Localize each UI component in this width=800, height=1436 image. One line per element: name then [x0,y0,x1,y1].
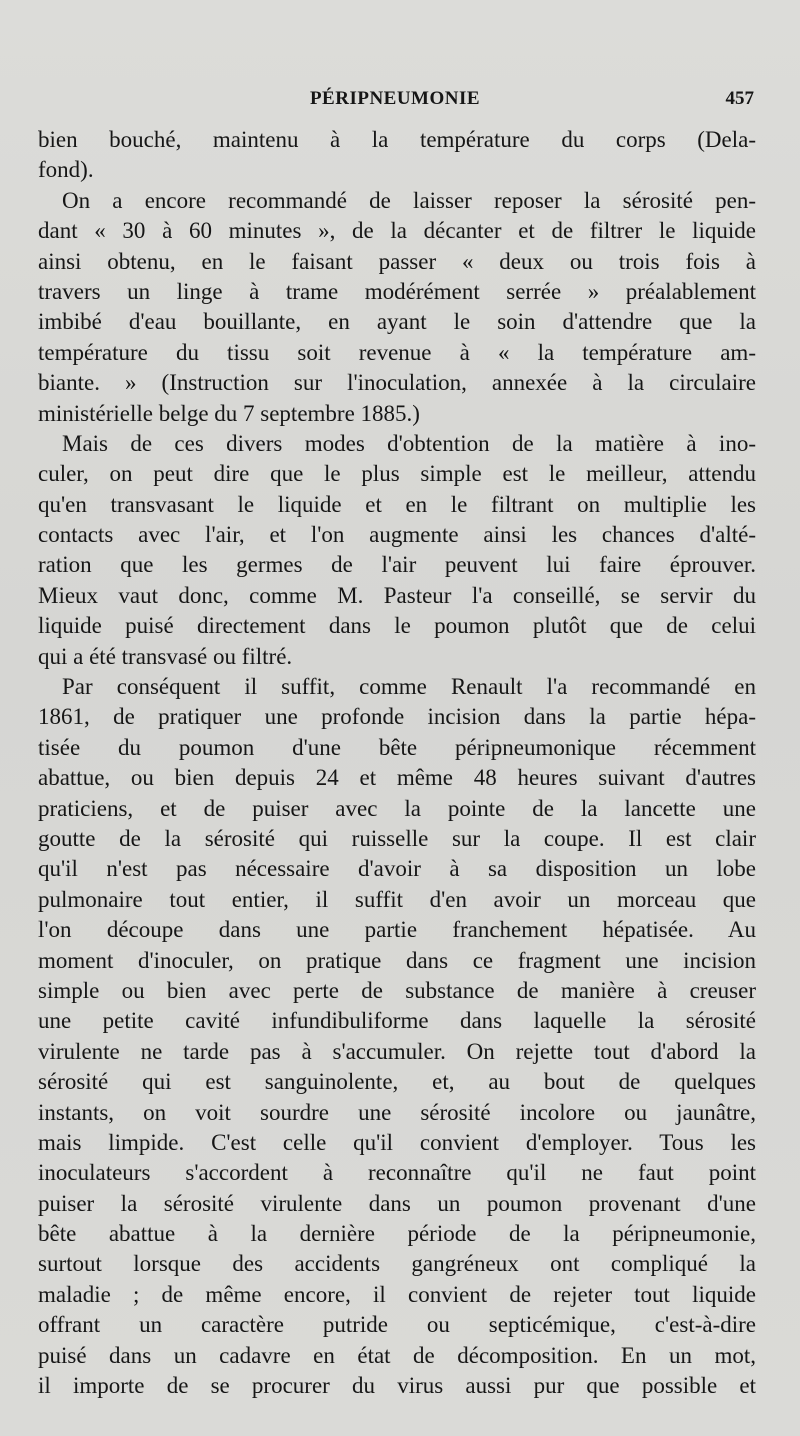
text-line: surtout lorsque des accidents gangréneux ont compliqué la [38,1251,756,1277]
page-number: 457 [725,88,754,109]
text-line: bien bouché, maintenu à la température du corps (Dela- [38,127,756,152]
text-line: liquide puisé directement dans le poumon plutôt que de celui [38,613,756,639]
body-text [38,125,756,1401]
text-line: culer, on peut dire que le plus simple est le meilleur, attendu [38,461,756,487]
text-line: mais limpide. C'est celle qu'il convient d'employer. Tous les [38,1129,756,1155]
text-line: Mieux vaut donc, comme M. Pasteur l'a conseillé, se servir du [38,582,756,608]
text-line: sérosité qui est sanguinolente, et, au bout de quelques [38,1069,756,1095]
text-line: puisé dans un cadavre en état de décomposition. En un mot, [38,1342,756,1368]
page-header [36,88,754,118]
text-line: instants, on voit sourdre une sérosité incolore ou jaunâtre, [38,1099,756,1125]
text-line: l'on découpe dans une partie franchement hépatisée. Au [38,917,756,943]
text-line: Mais de ces divers modes d'obtention de la matière à ino- [62,430,756,456]
text-line: température du tissu soit revenue à « la température am- [38,339,756,365]
text-line: simple ou bien avec perte de substance de manière à creuser [38,977,756,1003]
text-line: une petite cavité infundibuliforme dans laquelle la sérosité [38,1008,756,1034]
text-line: qu'il n'est pas nécessaire d'avoir à sa disposition un lobe [38,856,756,882]
text-line: biante. » (Instruction sur l'inoculation, annexée à la circulaire [38,370,756,396]
text-line: maladie ; de même encore, il convient de rejeter tout liquide [38,1281,756,1307]
text-line: contacts avec l'air, et l'on augmente ainsi les chances d'alté- [38,522,756,548]
text-line: On a encore recommandé de laisser reposer la sérosité pen- [62,187,756,213]
text-line: virulente ne tarde pas à s'accumuler. On rejette tout d'abord la [38,1038,756,1064]
text-line: abattue, ou bien depuis 24 et même 48 heures suivant d'autres [38,765,756,791]
text-line: qu'en transvasant le liquide et en le filtrant on multiplie les [38,491,756,517]
text-line: goutte de la sérosité qui ruisselle sur la coupe. Il est clair [38,825,756,851]
text-line: tisée du poumon d'une bête péripneumonique récemment [38,734,756,760]
text-line: ration que les germes de l'air peuvent lui faire éprouver. [38,552,756,578]
text-line: qui a été transvasé ou filtré. [38,643,293,669]
text-line: dant « 30 à 60 minutes », de la décanter et de filtrer le liquide [38,218,756,244]
text-line: fond). [38,157,94,183]
text-line: ministérielle belge du 7 septembre 1885.) [38,400,420,426]
text-line: puiser la sérosité virulente dans un poumon provenant d'une [38,1190,756,1216]
text-line: moment d'inoculer, on pratique dans ce fragment une incision [38,947,756,973]
text-line: offrant un caractère putride ou septicémique, c'est-à-dire [38,1312,756,1338]
text-line: bête abattue à la dernière période de la péripneumonie, [38,1221,756,1247]
text-line: imbibé d'eau bouillante, en ayant le soin d'attendre que la [38,309,756,335]
text-line: travers un linge à trame modérément serrée » préalablement [38,278,756,304]
text-line: pulmonaire tout entier, il suffit d'en avoir un morceau que [38,886,756,912]
text-line: ainsi obtenu, en le faisant passer « deux ou trois fois à [38,248,756,274]
text-line: il importe de se procurer du virus aussi pur que possible et [38,1373,756,1399]
running-title: PÉRIPNEUMONIE [309,88,481,109]
text-line: praticiens, et de puiser avec la pointe de la lancette une [38,795,756,821]
text-line: inoculateurs s'accordent à reconnaître qu'il ne faut point [38,1160,756,1186]
text-line: Par conséquent il suffit, comme Renault l'a recommandé en [62,674,756,700]
text-line: 1861, de pratiquer une profonde incision dans la partie hépa- [38,704,756,730]
